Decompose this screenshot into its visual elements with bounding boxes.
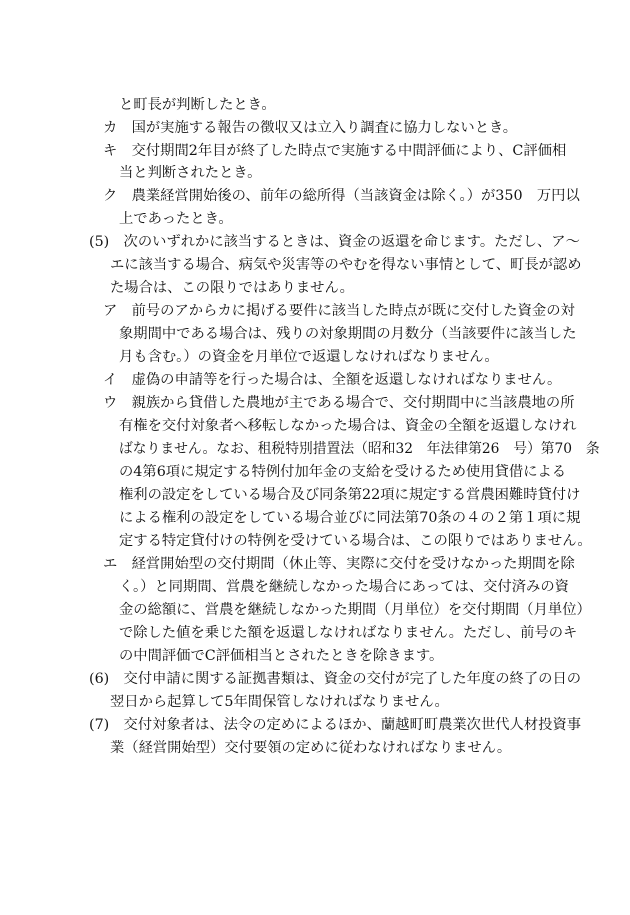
item-ku-line-2: 上であったとき。 bbox=[119, 211, 233, 227]
item-u-line-1: ウ 親族から貸借した農地が主である場合で、交付期間中に当該農地の所 bbox=[103, 395, 575, 411]
item-u-line-7: 定する特定貸付けの特例を受けている場合は、この限りではありません。 bbox=[119, 533, 592, 549]
item-a-line-3: 月も含む。）の資金を月単位で返還しなければなりません。 bbox=[119, 349, 499, 365]
section-5-line-1: (5) 次のいずれかに該当するときは、資金の返還を命じます。ただし、ア～ bbox=[89, 234, 580, 250]
item-ki-line-1: キ 交付期間2年目が終了した時点で実施する中間評価により、C評価相 bbox=[103, 143, 567, 159]
item-e-line-3: 金の総額に、営農を継続しなかった期間（月単位）を交付期間（月単位） bbox=[119, 602, 591, 618]
item-a-line-2: 象期間中である場合は、残りの対象期間の月数分（当該要件に該当した bbox=[119, 326, 577, 342]
item-a-line-1: ア 前号のアからカに掲げる要件に該当した時点が既に交付した資金の対 bbox=[103, 303, 575, 319]
section-6-line-2: 翌日から起算して5年間保管しなければなりません。 bbox=[110, 694, 449, 710]
item-ka: カ 国が実施する報告の徴収又は立入り調査に協力しないとき。 bbox=[103, 120, 518, 136]
item-e-line-2: く。）と同期間、営農を継続しなかった場合にあっては、交付済みの資 bbox=[119, 579, 569, 595]
item-e-line-1: エ 経営開始型の交付期間（休止等、実際に交付を受けなかった期間を除 bbox=[103, 556, 575, 572]
section-7-line-2: 業（経営開始型）交付要領の定めに従わなければなりません。 bbox=[110, 740, 512, 756]
item-u-line-3: ばなりません。なお、租税特別措置法（昭和32 年法律第26 号）第70 条 bbox=[119, 441, 600, 457]
item-u-line-2: 有権を交付対象者へ移転しなかった場合は、資金の全額を返還しなけれ bbox=[119, 418, 577, 434]
item-u-line-6: による権利の設定をしている場合並びに同法第70条の４の２第１項に規 bbox=[119, 510, 581, 526]
section-5-line-2: エに該当する場合、病気や災害等のやむを得ない事情として、町長が認め bbox=[110, 257, 582, 273]
section-6-line-1: (6) 交付申請に関する証拠書類は、資金の交付が完了した年度の終了の日の bbox=[89, 671, 582, 687]
item-e-line-5: の中間評価でC評価相当とされたときを除きます。 bbox=[119, 648, 444, 664]
item-u-line-5: 権利の設定をしている場合及び同条第22項に規定する営農困難時貸付け bbox=[119, 487, 581, 503]
item-i: イ 虚偽の申請等を行った場合は、全額を返還しなければなりません。 bbox=[103, 372, 562, 388]
item-u-line-4: の4第6項に規定する特例付加年金の支給を受けるため使用貸借による bbox=[119, 464, 567, 480]
item-e-line-4: で除した値を乗じた額を返還しなければなりません。ただし、前号のキ bbox=[119, 625, 578, 641]
section-7-line-1: (7) 交付対象者は、法令の定めによるほか、蘭越町町農業次世代人材投資事 bbox=[89, 717, 582, 733]
item-o-continuation: と町長が判断したとき。 bbox=[119, 97, 276, 113]
item-ku-line-1: ク 農業経営開始後の、前年の総所得（当該資金は除く。）が350 万円以 bbox=[103, 188, 580, 204]
section-5-line-3: た場合は、この限りではありません。 bbox=[110, 280, 354, 296]
item-ki-line-2: 当と判断されたとき。 bbox=[119, 165, 262, 181]
